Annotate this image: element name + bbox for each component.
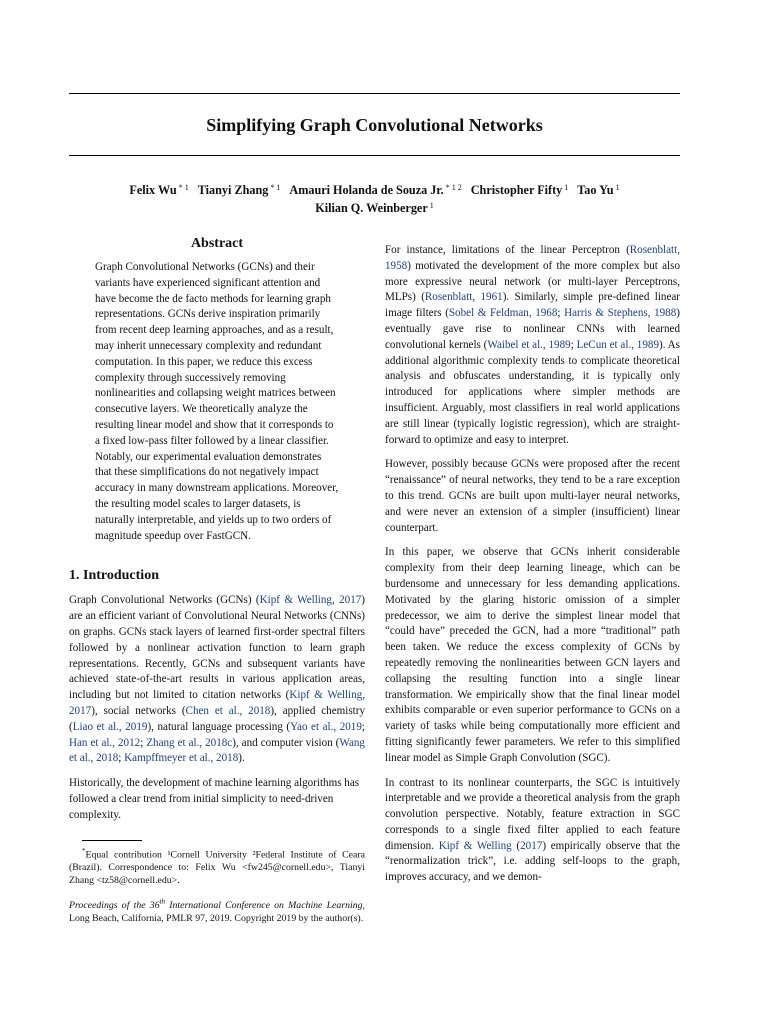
citation-link[interactable]: Wang et al., 2018 [69,736,365,765]
citation-link[interactable]: Waibel et al., 1989 [487,338,571,351]
citation-link[interactable]: LeCun et al., 1989 [576,338,659,351]
citation-link[interactable]: Kipf & Welling [438,839,512,852]
text-run: ) empirically observe that the “renormalization trick”, i.e. adding self-loops to the graph, improves accuracy, and we demon- [385,839,681,884]
intro-paragraph-4: In this paper, we observe that GCNs inherit considerable complexity from their deep learning lineage, which can be burdensome and unnecessary for less demanding applications. Motivated by the glaring historic omission of a simpler predecessor, we aim to derive the simplest linear model that “could have” preceded the GCN, had a more “traditional” path been taken. We reduce the excess complexity of GCNs by repeatedly removing the nonlinearities between GCN layers and collapsing the resulting function into a single linear transformation. We empirically show that the final linear model exhibits comparable or even superior performance to GCNs on a variety of tasks while being computationally more efficient and fitting significantly fewer parameters. We refer to this simplified linear model as Simple Graph Convolution (SGC). [385,546,680,764]
text-run: International Conference on Machine Learning [165,900,363,912]
intro-paragraph-2-cont [385,243,680,448]
citation-link[interactable]: Harris & Stephens, 1988 [564,307,677,320]
citation-link[interactable]: Yao et al., 2019 [290,720,362,733]
text-run: In contrast to its nonlinear counterparts, the SGC is intuitively interpretable and we provide a theoretical analysis from the graph convolution perspective. Notably, feature extraction in SGC corresponds to a single fixed filter applied to each feature dimension. [385,776,680,852]
text-run: , Long Beach, California, PMLR 97, 2019. Copyright 2019 by the author(s). [69,900,365,925]
text-run: For instance, limitations of the linear Perceptron ( [385,244,630,256]
author [289,183,461,197]
author-affiliation-mark: * 1 2 [445,183,462,192]
footnote-rule [82,840,142,841]
citation-link[interactable]: Kampffmeyer et al., 2018 [124,752,239,765]
author-name: Christopher Fifty [470,183,563,197]
citation-link[interactable]: Rosenblatt, 1958 [385,244,680,272]
citation-link[interactable]: Sobel & Feldman, 1968 [448,307,558,320]
text-run: ) are an efficient variant of Convolutional Neural Networks (CNNs) on graphs. GCNs stack layers of learned first-order spectral filters followed by a nonlinear activation function to learn graph representations. Recently, GCNs and subsequent variants have achieved state-of-the-art results in various application areas, including but not limited to citation networks ( [69,594,365,702]
author [315,201,434,215]
author [471,183,569,197]
text-run: ), applied chemistry ( [69,704,365,733]
author-affiliation-mark: * 1 [178,183,189,192]
text-run: ), and computer vision ( [232,736,340,749]
citation-link[interactable]: 2017 [520,839,543,852]
abstract-heading: Abstract [190,236,244,251]
footnote-mark: * [82,846,86,855]
author-name: Tao Yu [577,183,614,197]
citation-link[interactable]: Kipf & Welling, 2017 [69,689,365,717]
citation-link[interactable]: Liao et al., 2019 [72,720,148,733]
title-rule [69,155,680,156]
author-affiliation-mark: 1 [615,183,620,192]
citation-link[interactable]: Han et al., 2012 [69,736,141,749]
section-heading: 1. Introduction [69,568,159,584]
text-run: ), natural language processing ( [147,720,291,733]
citation-link[interactable]: Chen et al., 2018 [185,704,271,717]
left-column [69,236,365,925]
author-name: Kilian Q. Weinberger [315,201,428,215]
citation-link[interactable]: Kipf & Welling, 2017 [259,594,362,607]
text-run: ; [557,307,565,320]
text-run: Proceedings of the 36 [69,900,160,912]
author [129,183,188,197]
author-name: Tianyi Zhang [197,183,269,197]
author-name: Felix Wu [129,183,177,197]
author-affiliation-mark: 1 [564,183,569,192]
text-run: ) motivated the development of the more complex but also more expressive neural network (or multi-layer Perceptrons, MLPs) ( [385,259,680,304]
author-list [69,181,680,217]
text-run: ; [118,752,125,765]
author-affiliation-mark: * 1 [270,183,281,192]
text-run: ; [361,720,365,733]
footnote-text: Equal contribution ¹Cornell University ²Federal Institute of Ceara (Brazil). Correspondence to: Felix Wu <fw245@cornell.edu>, Tianyi Zhang <tz58@cornell.edu>. [69,848,365,886]
citation-link[interactable]: Zhang et al., 2018c [146,736,233,749]
top-rule [69,93,680,94]
text-run: th [159,897,166,906]
text-run: ). Similarly, simple pre-defined linear image filters ( [385,291,680,320]
text-run: ), social networks ( [91,704,186,717]
paper-title: Simplifying Graph Convolutional Networks [206,115,543,135]
footnote-affiliations [69,845,365,887]
intro-paragraph-5 [385,776,680,887]
abstract-text: Graph Convolutional Networks (GCNs) and their variants have experienced significant attention and have become the de facto methods for learning graph representations. GCNs derive inspiration primarily from recent deep learning approaches, and as a result, may inherit unnecessary complexity and redundant computation. In this paper, we reduce this excess complexity through successively removing nonlinearities and collapsing weight matrices between consecutive layers. We theoretically analyze the resulting linear model and show that it corresponds to a fixed low-pass filter followed by a linear classifier. Notably, our experimental evaluation demonstrates that these simplifications do not negatively impact accuracy in many downstream applications. Moreover, the resulting model scales to larger datasets, is naturally interpretable, and yields up to two orders of magnitude speedup over FastGCN. [95,261,339,542]
intro-paragraph-3: However, possibly because GCNs were proposed after the recent “renaissance” of neural networks, they tend to be a rare exception to this trend. GCNs are built upon multi-layer neural networks, and were never an extension of a simpler (insufficient) linear counterpart. [385,458,680,534]
text-run: ( [511,839,521,852]
text-run: ). [238,752,245,765]
proceedings-notice [69,896,365,925]
text-run: Graph Convolutional Networks (GCNs) ( [69,594,260,607]
text-run: ) eventually gave rise to nonlinear CNNs with learned convolutional kernels ( [385,307,680,351]
author [577,183,619,197]
citation-link[interactable]: Rosenblatt, 1961 [424,291,503,304]
intro-paragraph-1 [69,593,365,767]
intro-paragraph-2-start: Historically, the development of machine learning algorithms has followed a clear trend from initial simplicity to need-driven complexity. [69,777,360,821]
author [198,183,281,197]
author-affiliation-mark: 1 [429,201,434,210]
text-run: ). As additional algorithmic complexity tends to complicate theoretical analysis and obfuscates understanding, it is typically only introduced for applications where simpler methods are insufficient. Arguably, most classifiers in real world applications are still linear (typically logistic regression), which are straight-forward to optimize and easy to interpret. [385,338,680,446]
author-name: Amauri Holanda de Souza Jr. [289,183,444,197]
right-column [385,243,680,895]
text-run: ; [570,338,577,351]
text-run: ; [140,736,147,749]
